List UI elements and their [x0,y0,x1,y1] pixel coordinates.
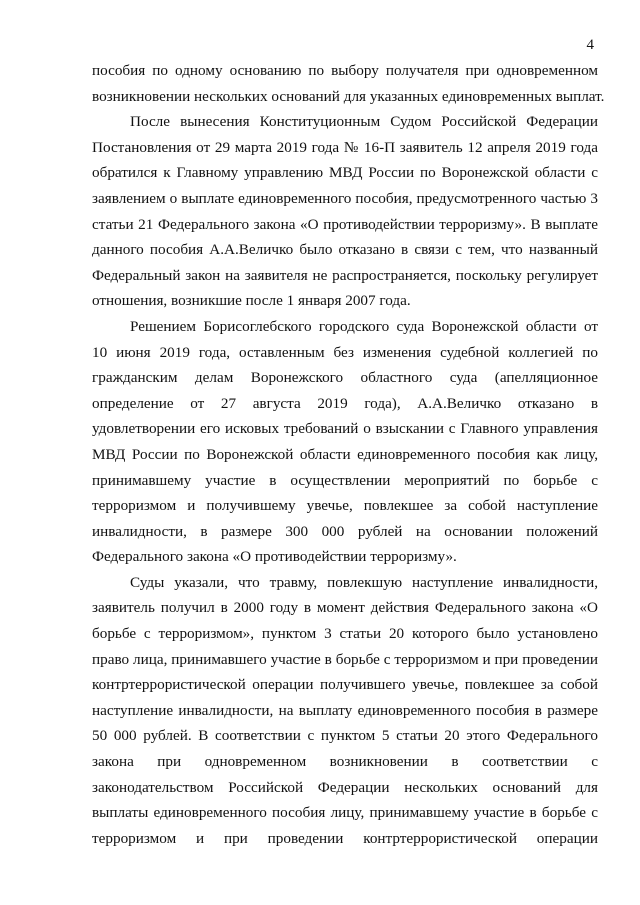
document-body [92,58,605,851]
paragraph-continuation [92,58,605,109]
text-line: борьбе с терроризмом», пунктом 3 статьи 20 которого было установлено [92,625,598,643]
page-number: 4 [586,37,594,53]
text-line: заявлением о выплате единовременного пособия, предусмотренного частью 3 [92,189,598,207]
text-line: терроризмом и получившему увечье, повлекшее за собой наступление [92,497,598,515]
text-line: Решением Борисоглебского городского суда Воронежской области от [130,317,598,335]
text-line: возникновении нескольких оснований для указанных единовременных выплат. [92,87,605,105]
text-line: инвалидности, в размере 300 000 рублей на основании положений [92,522,598,540]
text-line: статьи 21 Федерального закона «О противодействии терроризму». В выплате [92,215,598,233]
text-line: данного пособия А.А.Величко было отказано в связи с тем, что названный [92,241,598,259]
text-line: После вынесения Конституционным Судом Российской Федерации [130,113,598,131]
text-line: удовлетворении его исковых требований о взыскании с Главного управления [92,420,598,438]
text-line: обратился к Главному управлению МВД России по Воронежской области с [92,164,598,182]
text-line: Федеральный закон на заявителя не распространяется, поскольку регулирует [92,266,598,284]
text-line: закона при одновременном возникновении в соответствии с [92,753,598,771]
text-line: отношения, возникшие после 1 января 2007 года. [92,292,411,310]
text-line: МВД России по Воронежской области единовременного пособия как лицу, [92,445,598,463]
text-line: контртеррористической операции получившего увечье, повлекшее за собой [92,676,598,694]
text-line: терроризмом и при проведении контртеррористической операции [92,829,598,847]
paragraph-court-decision [92,314,598,570]
text-line: Постановления от 29 марта 2019 года № 16-П заявитель 12 апреля 2019 года [92,138,598,156]
text-line: право лица, принимавшего участие в борьбе с терроризмом и при проведении [92,650,598,668]
paragraph-courts-reasoning [92,570,598,852]
text-line: 10 июня 2019 года, оставленным без изменения судебной коллегией по [92,343,598,361]
text-line: определение от 27 августа 2019 года), А.А.Величко отказано в [92,394,598,412]
text-line: пособия по одному основанию по выбору получателя при одновременном [92,62,598,79]
text-line: гражданским делам Воронежского областного суда (апелляционное [92,369,598,387]
text-line: Федерального закона «О противодействии терроризму». [92,548,457,566]
text-line: 50 000 рублей. В соответствии с пунктом 5 статьи 20 этого Федерального [92,727,598,745]
text-line: наступление инвалидности, на выплату единовременного пособия в размере [92,701,598,719]
text-line: выплаты единовременного пособия лицу, принимавшему участие в борьбе с [92,804,598,822]
paragraph-appeal [92,109,598,314]
text-line: принимавшему участие в осуществлении мероприятий по борьбе с [92,471,598,489]
text-line: заявитель получил в 2000 году в момент действия Федерального закона «О [92,599,598,617]
text-line: Суды указали, что травму, повлекшую наступление инвалидности, [130,573,598,591]
text-line: законодательством Российской Федерации нескольких оснований для [92,778,598,796]
